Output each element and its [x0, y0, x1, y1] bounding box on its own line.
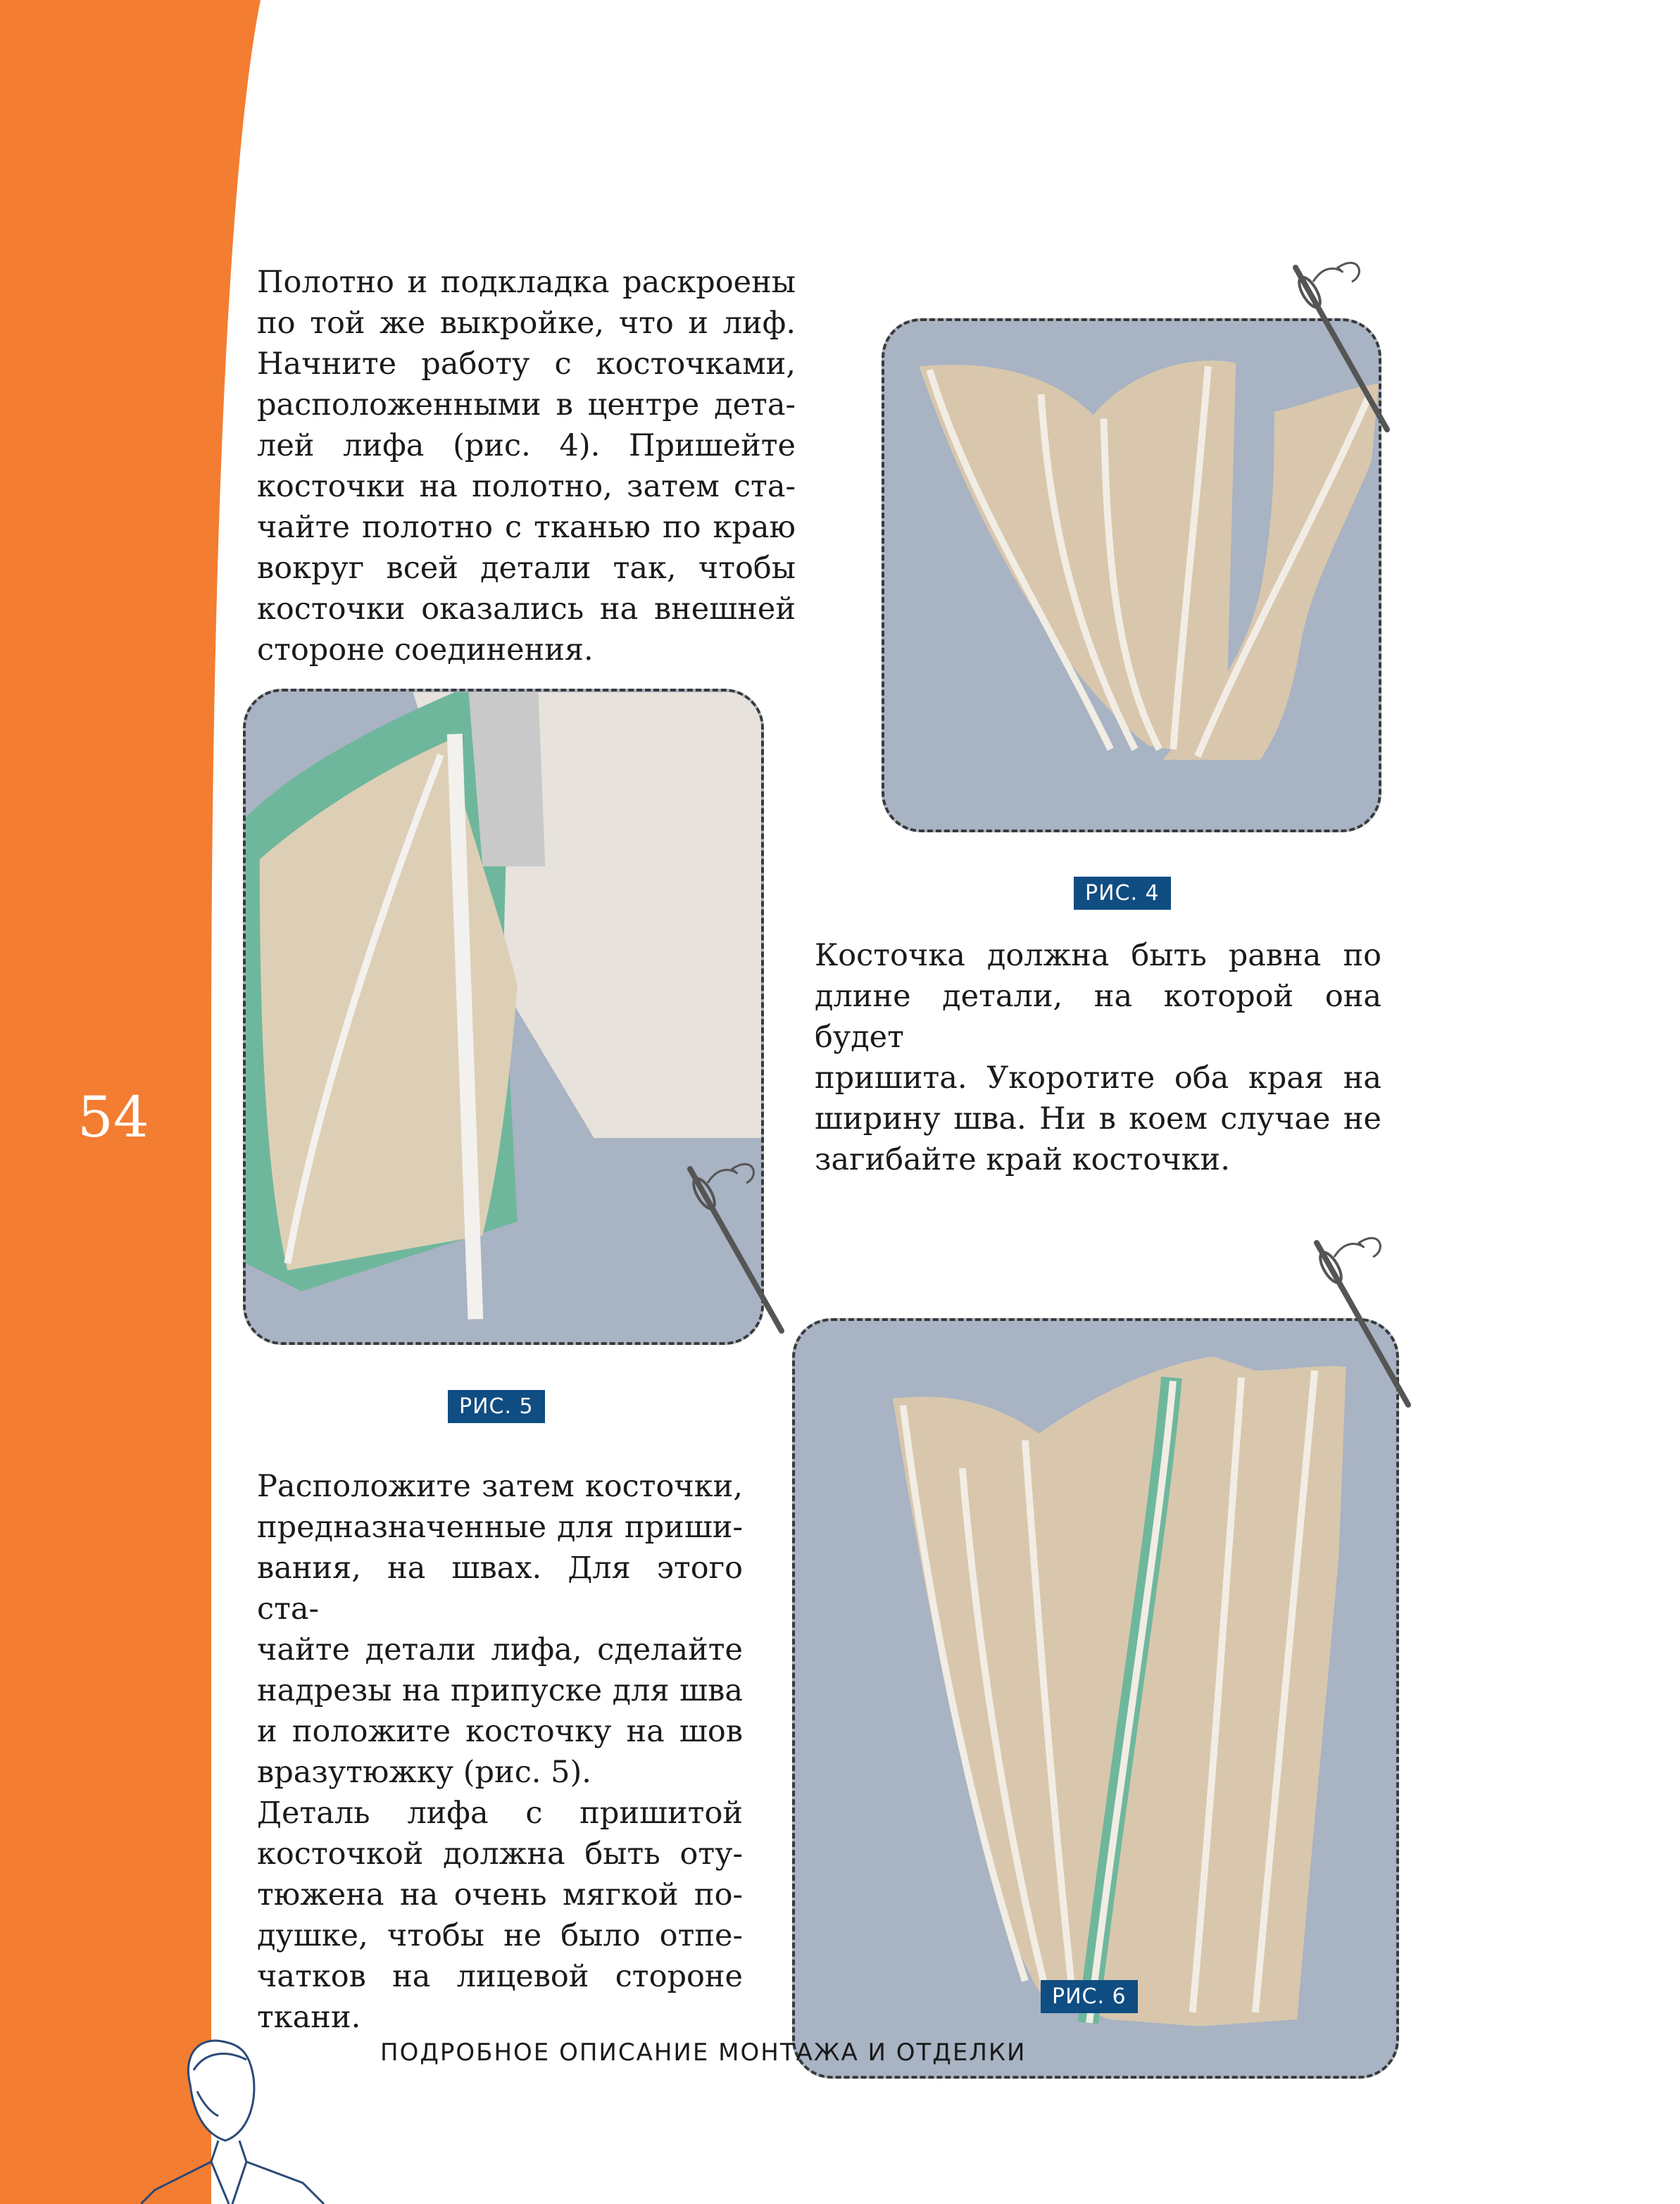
needle-icon	[676, 1155, 796, 1345]
intro-paragraph	[257, 262, 796, 670]
text-line: чатков на лицевой стороне	[257, 1959, 743, 1994]
fashion-sketch-icon	[141, 2028, 338, 2204]
page-number: 54	[77, 1084, 149, 1150]
text-line: стороне соединения.	[257, 632, 594, 668]
text-line: и положите косточку на шов	[257, 1714, 743, 1749]
text-line: предназначенные для приши-	[257, 1510, 743, 1545]
figure-6-photo	[792, 1318, 1399, 2079]
needle-icon	[1281, 253, 1401, 444]
text-line: лей лифа (рис. 4). Пришейте	[257, 428, 796, 463]
text-line: чайте полотно с тканью по краю	[257, 510, 796, 545]
bone-length-paragraph	[815, 935, 1381, 1180]
text-line: загибайте край косточки.	[815, 1142, 1230, 1177]
text-line: надрезы на припуске для шва	[257, 1673, 743, 1708]
section-title-footer: ПОДРОБНОЕ ОПИСАНИЕ МОНТАЖА И ОТДЕЛКИ	[380, 2039, 1027, 2067]
text-line: Начните работу с косточками,	[257, 346, 796, 382]
text-line: Расположите затем косточки,	[257, 1469, 743, 1504]
text-line: косточки оказались на внешней	[257, 591, 796, 627]
assembled-bodice-illustration	[795, 1321, 1396, 2076]
text-line: Полотно и подкладка раскроены	[257, 265, 796, 300]
text-line: косточки на полотно, затем ста-	[257, 469, 796, 504]
text-line: расположенными в центре дета-	[257, 387, 796, 422]
text-line: ширину шва. Ни в коем случае не	[815, 1101, 1381, 1137]
text-line: длине детали, на которой она будет	[815, 979, 1381, 1055]
text-line: вания, на швах. Для этого ста-	[257, 1551, 743, 1627]
text-line: душке, чтобы не было отпе-	[257, 1918, 743, 1953]
text-line: по той же выкройке, что и лиф.	[257, 306, 796, 341]
text-line: тюжена на очень мягкой по-	[257, 1877, 743, 1912]
text-line: пришита. Укоротите оба края на	[815, 1060, 1381, 1096]
text-line: Деталь лифа с пришитой	[257, 1796, 743, 1831]
text-line: вразутюжку (рис. 5).	[257, 1755, 591, 1790]
text-line: вокруг всей детали так, чтобы	[257, 551, 796, 586]
text-line: чайте детали лифа, сделайте	[257, 1632, 743, 1667]
figure-4-label: РИС. 4	[1074, 877, 1171, 910]
seams-paragraph	[257, 1466, 743, 2038]
needle-icon	[1303, 1229, 1422, 1419]
text-line: ткани.	[257, 2000, 361, 2035]
figure-5-label: РИС. 5	[448, 1390, 545, 1423]
text-line: Косточка должна быть равна по	[815, 938, 1381, 973]
text-line: косточкой должна быть оту-	[257, 1836, 743, 1872]
figure-6-label: РИС. 6	[1041, 1980, 1138, 2013]
